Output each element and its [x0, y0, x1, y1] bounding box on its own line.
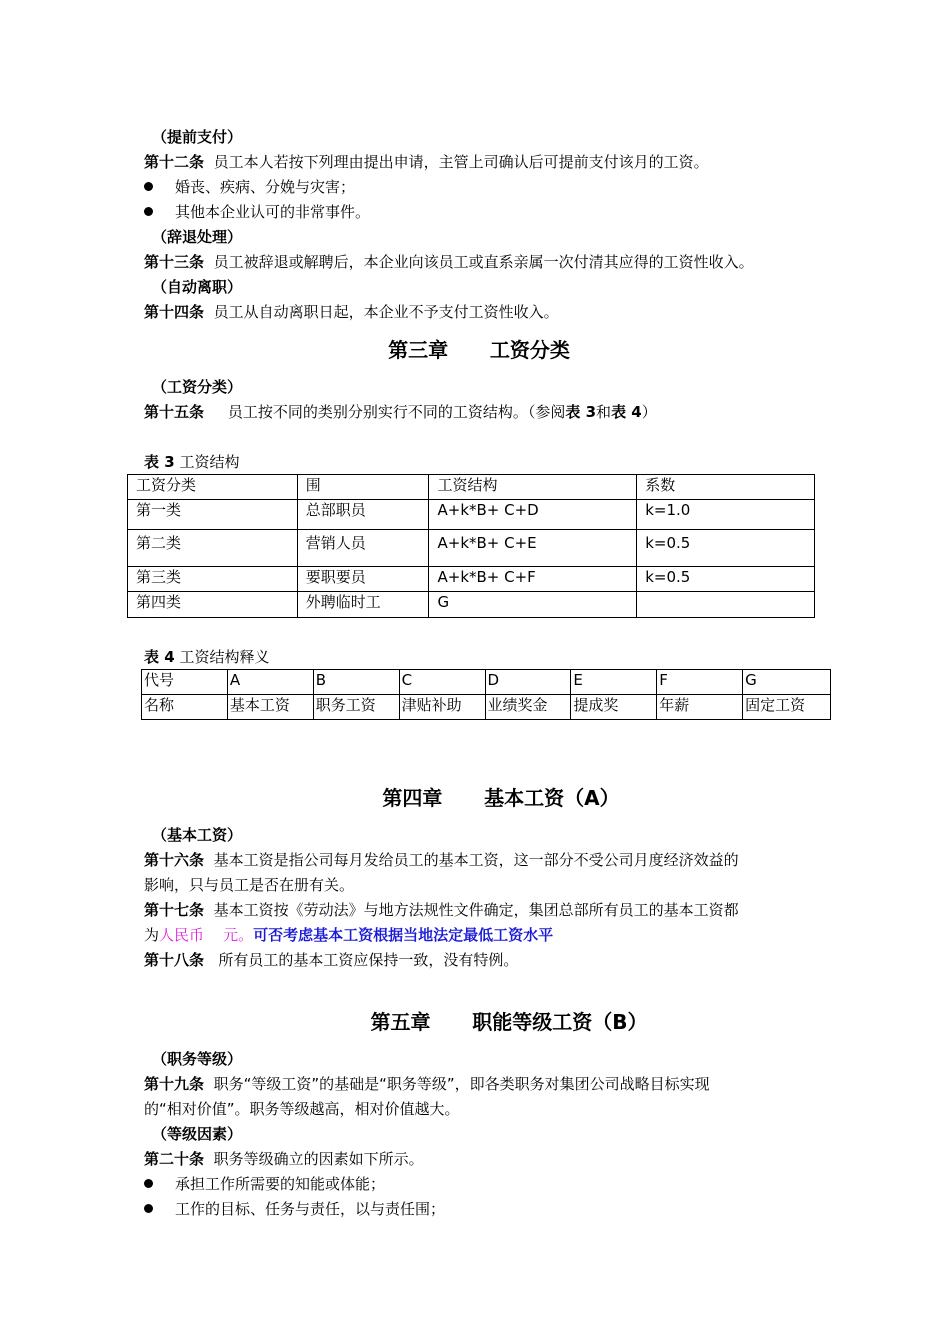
article-14-label: 第十四条 — [144, 303, 205, 321]
table-cell: 名称 — [142, 695, 228, 720]
article-13 — [144, 252, 754, 272]
table-row — [128, 500, 815, 530]
table-cell: G — [743, 670, 831, 695]
article-13-text: 员工被辞退或解聘后，本企业向该员工或直系亲属一次付清其应得的工资性收入。 — [213, 253, 754, 271]
table-cell — [637, 592, 815, 618]
table-cell: 要职要员 — [297, 567, 429, 592]
chapter-4-title: 第四章 基本工资（A） — [382, 786, 620, 810]
article-17-cont — [144, 925, 553, 945]
heading-prepayment: （提前支付） — [152, 128, 243, 146]
table-cell: A+k*B+ C+D — [429, 500, 637, 530]
heading-job-grade: （职务等级） — [152, 1050, 243, 1068]
article-15-text: 员工按不同的类别分别实行不同的工资结构。（参阅 — [227, 403, 566, 421]
table-cell: A — [227, 670, 313, 695]
article-19 — [144, 1074, 710, 1094]
article-20 — [144, 1149, 424, 1169]
article-16-cont: 影响，只与员工是否在册有关。 — [144, 876, 355, 894]
bullet-item — [144, 1199, 445, 1219]
table-row — [142, 695, 831, 720]
table-row — [128, 592, 815, 618]
table-row — [128, 530, 815, 567]
heading-grade-factors: （等级因素） — [152, 1125, 243, 1143]
article-20-label: 第二十条 — [144, 1150, 205, 1168]
heading-basic-wage: （基本工资） — [152, 826, 243, 844]
table-cell: 基本工资 — [227, 695, 313, 720]
article-16-label: 第十六条 — [144, 851, 205, 869]
article-12-label: 第十二条 — [144, 153, 205, 171]
article-19-cont: 的“相对价值”。职务等级越高，相对价值越大。 — [144, 1100, 460, 1118]
table-row — [128, 567, 815, 592]
bullet-text: 工作的目标、任务与责任，以与责任围； — [175, 1200, 446, 1218]
table-cell: 业绩奖金 — [485, 695, 571, 720]
table-cell: 津贴补助 — [399, 695, 485, 720]
table-cell: F — [657, 670, 743, 695]
table-cell: 职务工资 — [313, 695, 399, 720]
table-header-cell: 工资分类 — [128, 475, 298, 500]
bullet-dot-icon — [144, 207, 153, 216]
table-cell: 第三类 — [128, 567, 298, 592]
table-cell: k=0.5 — [637, 567, 815, 592]
heading-dismissal: （辞退处理） — [152, 228, 243, 246]
article-13-label: 第十三条 — [144, 253, 205, 271]
article-17 — [144, 900, 739, 920]
bullet-item — [144, 1174, 385, 1194]
table-header-cell: 系数 — [637, 475, 815, 500]
table-3-caption-label: 表 3 — [144, 453, 175, 471]
table-cell: C — [399, 670, 485, 695]
table-cell: 外聘临时工 — [297, 592, 429, 618]
currency-text: 人民币 元。 — [159, 926, 254, 944]
article-12 — [144, 152, 709, 172]
heading-resignation: （自动离职） — [152, 278, 243, 296]
bullet-dot-icon — [144, 1179, 153, 1188]
table-4-caption-label: 表 4 — [144, 648, 175, 666]
article-17-label: 第十七条 — [144, 901, 205, 919]
table-cell: A+k*B+ C+E — [429, 530, 637, 567]
article-15 — [144, 402, 657, 422]
table-cell: G — [429, 592, 637, 618]
table-ref-3: 表 3 — [565, 403, 597, 421]
heading-wage-category: （工资分类） — [152, 378, 243, 396]
article-16 — [144, 850, 739, 870]
article-19-label: 第十九条 — [144, 1075, 205, 1093]
bullet-text: 婚丧、疾病、分娩与灾害； — [175, 178, 356, 196]
table-3-caption-text: 工资结构 — [179, 453, 240, 471]
article-18-text: 所有员工的基本工资应保持一致，没有特例。 — [218, 951, 519, 969]
article-17-pre: 为 — [144, 926, 160, 944]
article-18 — [144, 950, 518, 970]
bullet-dot-icon — [144, 1204, 153, 1213]
bullet-text: 其他本企业认可的非常事件。 — [175, 203, 371, 221]
table-cell: A+k*B+ C+F — [429, 567, 637, 592]
bullet-item — [144, 202, 370, 222]
article-14 — [144, 302, 559, 322]
table-cell: D — [485, 670, 571, 695]
table-cell: 年薪 — [657, 695, 743, 720]
table-cell: 营销人员 — [297, 530, 429, 567]
article-20-text: 职务等级确立的因素如下所示。 — [213, 1150, 424, 1168]
chapter-3-title: 第三章 工资分类 — [388, 338, 570, 362]
table-cell: 第四类 — [128, 592, 298, 618]
table-cell: 代号 — [142, 670, 228, 695]
table-3-caption — [144, 452, 239, 472]
table-4-caption-text: 工资结构释义 — [179, 648, 270, 666]
article-14-text: 员工从自动离职日起，本企业不予支付工资性收入。 — [213, 303, 559, 321]
article-17-text: 基本工资按《劳动法》与地方法规性文件确定，集团总部所有员工的基本工资都 — [213, 901, 739, 919]
table-cell: k=0.5 — [637, 530, 815, 567]
table-cell: 总部职员 — [297, 500, 429, 530]
table-ref-4: 表 4 — [611, 403, 642, 421]
table-header-cell: 工资结构 — [429, 475, 637, 500]
table-cell: 第二类 — [128, 530, 298, 567]
bullet-item — [144, 177, 355, 197]
article-15-end: ） — [641, 403, 657, 421]
article-15-mid: 和 — [596, 403, 612, 421]
bullet-dot-icon — [144, 182, 153, 191]
article-15-label: 第十五条 — [144, 403, 205, 421]
table-row — [142, 670, 831, 695]
article-18-label: 第十八条 — [144, 951, 205, 969]
table-4 — [141, 669, 831, 720]
table-header-row — [128, 475, 815, 500]
table-cell: k=1.0 — [637, 500, 815, 530]
article-19-text: 职务“等级工资”的基础是“职务等级”，即各类职务对集团公司战略目标实现 — [213, 1075, 710, 1093]
table-header-cell: 围 — [297, 475, 429, 500]
table-4-caption — [144, 647, 269, 667]
bullet-text: 承担工作所需要的知能或体能； — [175, 1175, 386, 1193]
table-3 — [127, 474, 815, 618]
table-cell: 第一类 — [128, 500, 298, 530]
table-cell: 提成奖 — [571, 695, 657, 720]
article-12-text: 员工本人若按下列理由提出申请，主管上司确认后可提前支付该月的工资。 — [213, 153, 709, 171]
article-16-text: 基本工资是指公司每月发给员工的基本工资，这一部分不受公司月度经济效益的 — [213, 851, 739, 869]
table-cell: B — [313, 670, 399, 695]
review-note: 可否考虑基本工资根据当地法定最低工资水平 — [253, 926, 554, 944]
table-cell: E — [571, 670, 657, 695]
table-cell: 固定工资 — [743, 695, 831, 720]
chapter-5-title: 第五章 职能等级工资（B） — [370, 1010, 648, 1034]
